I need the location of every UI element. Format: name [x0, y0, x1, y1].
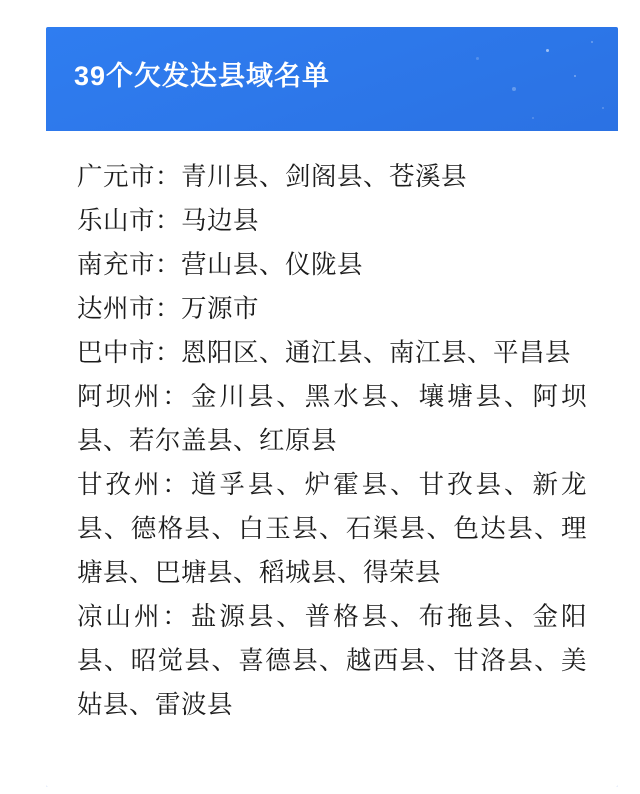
sparkle-icon — [546, 49, 549, 52]
list-item: 广元市：青川县、剑阁县、苍溪县 — [77, 162, 468, 192]
list-item: 凉山州：盐源县、普格县、布拖县、金阳县、昭觉县、喜德县、越西县、甘洛县、美姑县、雷波县 — [77, 602, 587, 720]
sparkle-icon — [574, 75, 576, 77]
list-item: 乐山市：马边县 — [77, 206, 260, 236]
list-item: 巴中市：恩阳区、通江县、南江县、平昌县 — [77, 338, 572, 368]
sparkle-icon — [602, 107, 604, 109]
list-item: 阿坝州：金川县、黑水县、壤塘县、阿坝县、若尔盖县、红原县 — [77, 382, 587, 456]
poster-title: 39个欠发达县域名单 — [74, 61, 331, 91]
list-item: 达州市：万源市 — [77, 294, 260, 324]
sparkle-icon — [532, 117, 534, 119]
poster-container — [46, 27, 618, 787]
sparkle-icon — [512, 87, 516, 91]
county-list — [77, 155, 587, 727]
sparkle-icon — [476, 57, 479, 60]
list-item: 甘孜州：道孚县、炉霍县、甘孜县、新龙县、德格县、白玉县、石渠县、色达县、理塘县、巴塘县、稻城县、得荣县 — [77, 470, 587, 588]
content-card — [46, 131, 618, 787]
list-item: 南充市：营山县、仪陇县 — [77, 250, 364, 280]
sparkle-icon — [591, 41, 593, 43]
